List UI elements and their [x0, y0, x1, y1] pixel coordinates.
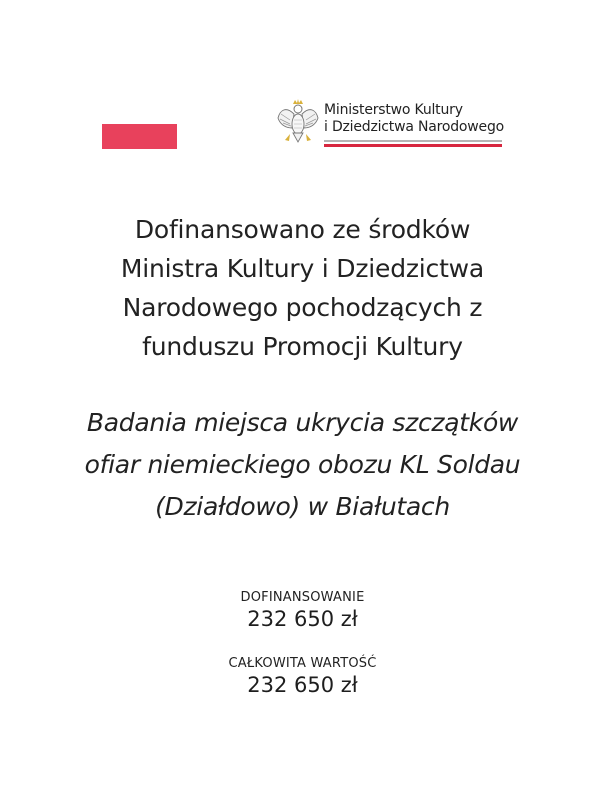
ministry-logo [276, 98, 516, 154]
logo-stripe-gray [324, 140, 502, 142]
ministry-name-line-2: i Dziedzictwa Narodowego [324, 119, 504, 135]
total-value-amount: 232 650 zł [247, 673, 358, 697]
cofunding-label: DOFINANSOWANIE [240, 590, 365, 605]
funding-statement [0, 210, 605, 366]
project-title [0, 402, 605, 528]
cofunding-block [0, 590, 605, 632]
project-title-line: (Działdowo) w Białutach [155, 492, 450, 521]
project-title-line: Badania miejsca ukrycia szczątków [86, 408, 519, 437]
logo-stripe-red [324, 144, 502, 147]
funding-statement-line: funduszu Promocji Kultury [142, 332, 463, 361]
total-value-block [0, 656, 605, 698]
funding-statement-line: Narodowego pochodzących z [122, 293, 483, 322]
ministry-name-line-1: Ministerstwo Kultury [324, 102, 463, 118]
polish-eagle-emblem-icon [276, 98, 320, 150]
funding-statement-line: Ministra Kultury i Dziedzictwa [120, 254, 485, 283]
flag-bar [102, 124, 177, 149]
ministry-name [324, 102, 504, 136]
cofunding-value: 232 650 zł [247, 607, 358, 631]
funding-statement-line: Dofinansowano ze środków [134, 215, 471, 244]
project-title-line: ofiar niemieckiego obozu KL Soldau [84, 450, 521, 479]
total-value-label: CAŁKOWITA WARTOŚĆ [228, 656, 377, 671]
